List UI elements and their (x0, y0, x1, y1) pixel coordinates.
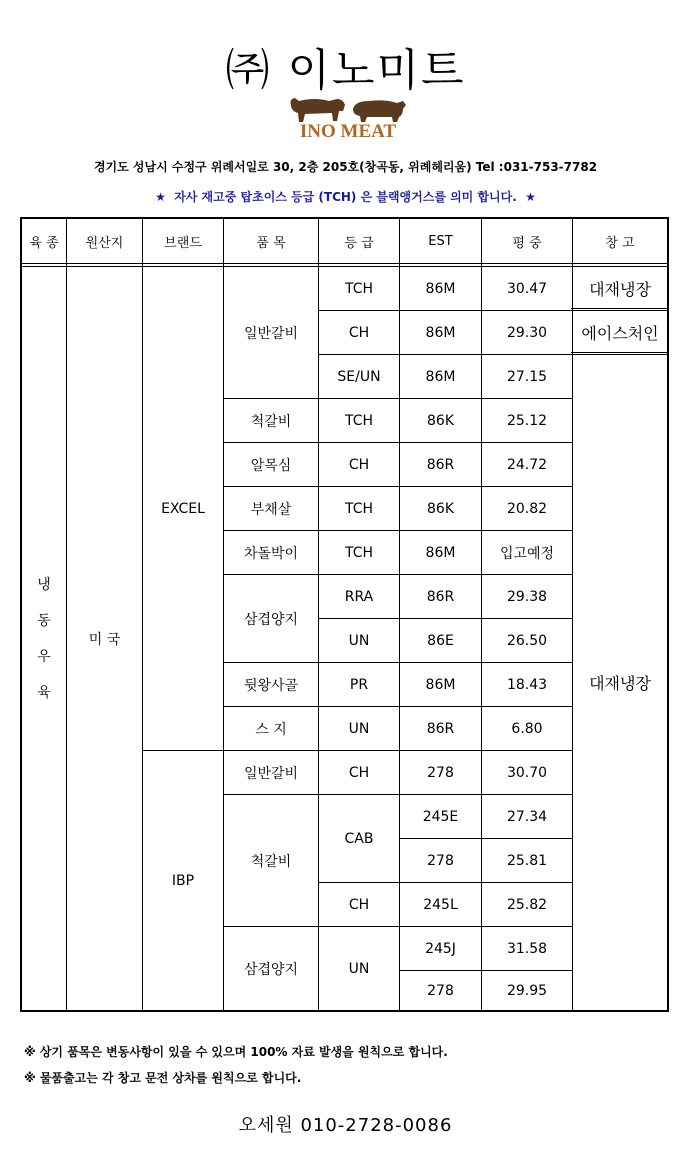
grade-cell: UN (348, 720, 370, 737)
weight-cell: 31.58 (506, 940, 548, 957)
company-title: ㈜ 이노미트 (225, 45, 466, 96)
est-cell: 245J (425, 940, 456, 957)
header-brand: 브랜드 (164, 235, 202, 251)
category-char: 동 (37, 612, 51, 629)
grade-cell: TCH (344, 412, 374, 429)
est-cell: 245L (423, 896, 458, 913)
grade-cell: CH (348, 764, 370, 781)
weight-cell: 25.12 (506, 412, 548, 429)
category-char: 육 (37, 684, 51, 701)
item-ibp-cheok-galbi: 척갈비 (250, 853, 292, 870)
est-cell: 86E (427, 632, 454, 649)
weight-cell: 입고예정 (499, 545, 555, 562)
est-cell: 278 (427, 982, 454, 999)
grade-cell: SE/UN (337, 368, 381, 385)
weight-cell: 29.95 (506, 982, 548, 999)
brand-ibp: IBP (171, 872, 195, 889)
grade-cell: UN (348, 960, 370, 977)
storage-cell: 대재냉장 (589, 674, 651, 693)
weight-cell: 24.72 (506, 456, 548, 473)
est-cell: 86M (425, 324, 456, 341)
est-cell: 86K (427, 412, 454, 429)
company-logo (285, 93, 411, 143)
item-ibp-galbi: 일반갈비 (243, 765, 299, 782)
grade-cell: CAB (344, 830, 374, 847)
star-icon: ★ (525, 190, 536, 204)
weight-cell: 6.80 (511, 720, 543, 737)
item-dwitwang-sagol: 뒷왕사골 (243, 677, 299, 694)
est-cell: 86R (426, 456, 455, 473)
category-char: 우 (37, 648, 51, 665)
grade-cell: TCH (344, 544, 374, 561)
header-grade: 등 급 (344, 235, 374, 251)
grade-cell: TCH (344, 500, 374, 517)
category-frozen-beef (22, 267, 66, 1010)
weight-cell: 30.47 (506, 280, 548, 297)
grade-cell: RRA (344, 588, 374, 605)
header-item: 품 목 (256, 235, 286, 251)
item-buchaesal: 부채살 (250, 501, 292, 518)
inventory-table (20, 217, 669, 1012)
grade-cell: UN (348, 632, 370, 649)
est-cell: 86M (425, 368, 456, 385)
grade-cell: PR (349, 676, 369, 693)
header-origin: 원산지 (85, 235, 124, 251)
item-ibp-samgyeop-yangji: 삼겹양지 (243, 961, 299, 978)
star-icon: ★ (155, 190, 166, 204)
tch-notice (0, 188, 691, 205)
weight-cell: 20.82 (506, 500, 548, 517)
header-category: 육 종 (29, 235, 59, 251)
logo-text: INO MEAT (299, 121, 397, 142)
weight-cell: 27.34 (506, 808, 548, 825)
est-cell: 86M (425, 676, 456, 693)
item-samgyeop-yangji: 삼겹양지 (243, 611, 299, 628)
category-char: 냉 (37, 576, 51, 593)
est-cell: 278 (427, 764, 454, 781)
est-cell: 278 (427, 852, 454, 869)
weight-cell: 26.50 (506, 632, 548, 649)
header-storage: 창 고 (605, 235, 635, 251)
grade-cell: TCH (344, 280, 374, 297)
notice-text: 자사 재고중 탑초이스 등급 (TCH) 은 블랙앵거스를 의미 합니다. (174, 190, 517, 204)
est-cell: 86R (426, 720, 455, 737)
storage-cell: 대재냉장 (589, 280, 651, 299)
weight-cell: 25.81 (506, 852, 548, 869)
item-chadolbagi: 차돌박이 (243, 545, 299, 562)
footnote: ※ 상기 품목은 변동사항이 있을 수 있으며 100% 자료 발생을 원칙으로 합니다. (24, 1045, 448, 1059)
grade-cell: CH (348, 896, 370, 913)
header-weight: 평 중 (512, 235, 542, 251)
contact-info: 오세원 010-2728-0086 (238, 1115, 453, 1136)
company-address: 경기도 성남시 수정구 위례서일로 30, 2층 205호(창곡동, 위례헤리움) Tel :031-753-7782 (93, 160, 598, 174)
est-cell: 86K (427, 500, 454, 517)
est-cell: 86M (425, 280, 456, 297)
weight-cell: 29.38 (506, 588, 548, 605)
est-cell: 86R (426, 588, 455, 605)
brand-excel: EXCEL (161, 500, 205, 517)
origin-usa: 미 국 (88, 631, 121, 648)
grade-cell: CH (348, 324, 370, 341)
est-cell: 245E (422, 808, 459, 825)
footnote: ※ 물품출고는 각 창고 문전 상차를 원칙으로 합니다. (24, 1071, 302, 1085)
est-cell: 86M (425, 544, 456, 561)
grade-cell: CH (348, 456, 370, 473)
item-cheok-galbi: 척갈비 (250, 413, 292, 430)
weight-cell: 25.82 (506, 896, 548, 913)
item-galbi: 일반갈비 (243, 325, 299, 342)
weight-cell: 30.70 (506, 764, 548, 781)
header-est: EST (428, 233, 453, 249)
weight-cell: 27.15 (506, 368, 548, 385)
item-seuji: 스 지 (255, 721, 287, 738)
storage-cell: 에이스처인 (581, 324, 659, 343)
weight-cell: 29.30 (506, 324, 548, 341)
weight-cell: 18.43 (506, 676, 548, 693)
item-almoksim: 알목심 (250, 457, 292, 474)
